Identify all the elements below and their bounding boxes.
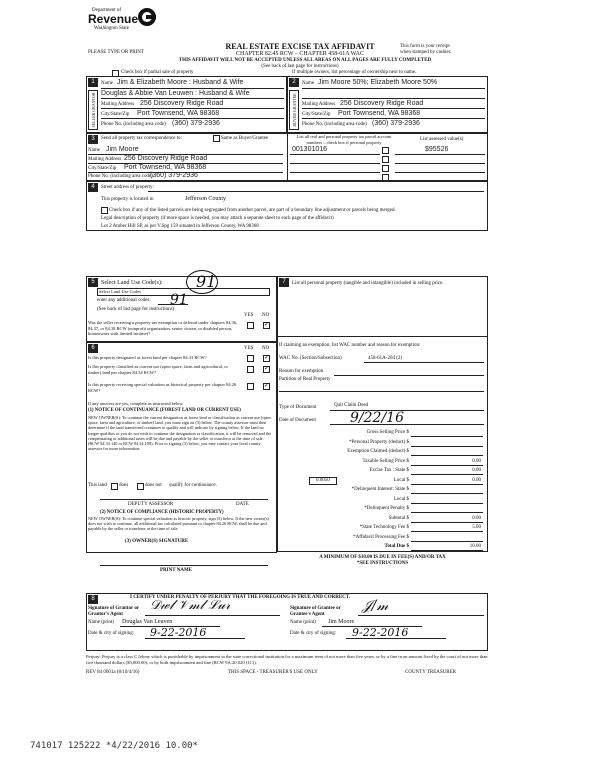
parcel-1-personal-checkbox[interactable] xyxy=(382,147,389,154)
tax-row-label: *Delinquent Penalty $ xyxy=(364,506,409,511)
partial-sale-label: Check box if partial sale of property xyxy=(121,70,194,75)
land-use-see-back: (See back of last page for instructions) xyxy=(97,307,175,312)
buyer-side-tab xyxy=(289,90,299,130)
forest-yes-checkbox[interactable] xyxy=(247,355,254,362)
reason-line-2 xyxy=(279,391,484,392)
qualify-label: qualify for continuance. xyxy=(169,483,217,488)
tax-row-line xyxy=(411,522,483,523)
exemption-claim-label: If claiming an exemption, list WAC number and reason for exemption: xyxy=(279,343,421,348)
doc-type[interactable]: Quit Claim Deed xyxy=(334,403,369,408)
buyer-phone[interactable]: (360) 379-2936 xyxy=(372,120,420,127)
tax-row-line xyxy=(411,493,483,494)
print-name-line xyxy=(100,565,268,566)
print-name-label: PRINT NAME xyxy=(160,568,192,573)
multiple-owners-note: If multiple owners, list percentage of ownership next to name. xyxy=(292,70,417,75)
parcel-3-personal-checkbox[interactable] xyxy=(382,165,389,172)
county-name[interactable]: Jefferson County xyxy=(185,196,227,202)
section-3-number: 3 xyxy=(88,135,98,144)
please-type: PLEASE TYPE OR PRINT xyxy=(88,50,144,55)
does-not-label: does not xyxy=(145,483,162,488)
parcel-line-3 xyxy=(290,172,380,173)
form-chapter: CHAPTER 82.45 RCW – CHAPTER 458-61A WAC xyxy=(236,51,364,57)
seller-phone[interactable]: (360) 379-2936 xyxy=(172,120,220,127)
tax-row-line xyxy=(411,503,483,504)
grantor-sig-line xyxy=(145,615,280,616)
tax-row-line xyxy=(411,474,483,475)
grantee-date[interactable]: 9-22-2016 xyxy=(352,626,409,639)
wac-number[interactable]: 458-61A-204 (2) xyxy=(368,356,403,361)
deputy-date-label: DATE xyxy=(236,502,249,507)
doc-date-label: Date of Document xyxy=(279,418,316,423)
see-instructions-note: *SEE INSTRUCTIONS xyxy=(356,561,409,566)
grantee-date-label: Date & city of signing: xyxy=(290,631,337,636)
seller-side-label: SELLER GRANTOR xyxy=(91,92,96,128)
seller-city-line xyxy=(101,118,284,119)
seller-name-1[interactable]: Jim & Elizabeth Moore : Husband & Wife xyxy=(117,79,244,86)
segregated-label: Check box if any of the listed parcels are being segregated from another parcel, are part of a boundary line adjustment or parcels being merged. xyxy=(109,208,396,213)
tax-row-label: *State Technology Fee $ xyxy=(359,525,409,530)
tax-row-label: *Personal Property (deduct) $ xyxy=(349,439,409,445)
tax-row-line xyxy=(411,465,483,466)
treasurer-space: THIS SPACE - TREASURER'S USE ONLY xyxy=(228,670,318,675)
parcel-line-2 xyxy=(290,163,380,164)
form-see-back: (See back of last page for instructions) xyxy=(261,64,339,69)
sec6-yes-header: YES xyxy=(244,346,254,351)
tax-row-label: Subtotal $ xyxy=(388,515,409,521)
tax-row-label: Excise Tax : State $ xyxy=(369,468,409,473)
seller-name-label: Name xyxy=(101,81,113,86)
reason-line xyxy=(334,375,484,376)
parcel-2-personal-checkbox[interactable] xyxy=(382,156,389,163)
receipt-note-2: when stamped by cashier. xyxy=(400,50,452,55)
buyer-name2-line xyxy=(302,98,485,99)
buyer-name-label: Name xyxy=(302,81,314,86)
tax-row-value[interactable]: 0.00 xyxy=(472,477,481,483)
doc-date[interactable]: 9/22/16 xyxy=(350,410,404,426)
wac-label: WAC No. (Section/Subsection) xyxy=(279,356,342,361)
county-treasurer: COUNTY TREASURER xyxy=(405,670,456,675)
tax-row-value[interactable]: 0.00 xyxy=(472,468,481,473)
tax-row-line xyxy=(411,541,483,542)
tax-row-line xyxy=(411,484,483,485)
tax-row-label: *Delinquent Interest: State $ xyxy=(351,487,409,492)
grantor-date-line xyxy=(145,638,245,639)
sec3-mailing[interactable]: 256 Discovery Ridge Road xyxy=(124,155,208,162)
section-5-number: 5 xyxy=(88,278,98,287)
seller-mailing-label: Mailing Address xyxy=(101,102,135,107)
seller-city[interactable]: Port Townsend, WA 98368 xyxy=(137,110,220,117)
logo-swoosh-icon xyxy=(138,8,156,26)
does-label: does xyxy=(119,483,129,488)
cashier-stamp: 741017 125222 *4/22/2016 10.00* xyxy=(30,741,198,751)
buyer-name-1[interactable]: Jim Moore 50%; Elizabeth Moore 50% xyxy=(318,79,438,86)
current-use-no-checkbox[interactable]: ✓ xyxy=(264,366,270,372)
tax-row-label: Exemption Claimed (deduct) $ xyxy=(347,449,409,454)
wac-line xyxy=(364,362,484,363)
form-title: REAL ESTATE EXCISE TAX AFFIDAVIT xyxy=(225,42,375,51)
sec5-no-header: NO xyxy=(262,313,270,318)
tax-row-line xyxy=(411,550,483,551)
grantee-name-label: Name (print) xyxy=(290,620,316,625)
current-use-yes-checkbox[interactable] xyxy=(247,366,254,373)
grantee-sig-line xyxy=(358,615,484,616)
tax-row-line xyxy=(411,512,483,513)
seller-name-2[interactable]: Douglas & Abbie Van Leuwen : Husband & Wife xyxy=(101,90,250,97)
owner-signature-label: (3) OWNER(S) SIGNATURE xyxy=(125,539,189,544)
does-not-checkbox[interactable] xyxy=(137,483,144,490)
tax-row-value[interactable]: 5.00 xyxy=(472,525,481,530)
tax-row-line xyxy=(411,531,483,532)
section-7-number: 7 xyxy=(279,278,289,287)
legal-description[interactable]: Lot 2 Amber Hill SP, as per V.Spg 159 situated in Jefferson County, WA 98368 xyxy=(101,224,259,229)
located-in-label: This property is located in xyxy=(101,197,154,202)
forest-land-question: Is this property designated as forest land per chapter 84.33 RCW? xyxy=(88,355,207,360)
assessed-line-2 xyxy=(395,163,485,164)
additional-codes[interactable]: 91 xyxy=(170,292,188,308)
historic-no-checkbox[interactable]: ✓ xyxy=(264,383,270,389)
grantee-date-line xyxy=(346,638,446,639)
sec5-no-checkbox[interactable]: ✓ xyxy=(264,322,270,328)
form-revision: REV 84 0001a (8/10/4/16) xyxy=(86,670,140,675)
sec7-divider xyxy=(277,336,488,337)
parcel-number[interactable]: 001301016 xyxy=(292,146,328,153)
does-checkbox[interactable] xyxy=(111,483,118,490)
seller-mailing-line xyxy=(101,108,284,109)
sec3-name[interactable]: Jim Moore xyxy=(106,146,139,153)
segregated-checkbox[interactable] xyxy=(101,207,108,214)
receipt-note-1: This form is your receipt xyxy=(400,44,450,49)
dept-line2: Revenue xyxy=(88,12,139,26)
tax-row-value[interactable]: 0.00 xyxy=(472,515,481,521)
buyer-phone-label: Phone No. (including area code) xyxy=(302,122,367,127)
buyer-city-line xyxy=(302,118,485,119)
sec6-no-header: NO xyxy=(262,346,270,351)
compliance-text: NEW OWNER(S): To continue special valuation as historic property, sign (3) below. If the new owner(s) does not wish to continue, all additional tax calculated pursuant to chapter 84.26 RCW, shall be due and payable by the seller or transferor at the time of sale. xyxy=(88,516,269,532)
this-land-label: This land xyxy=(88,483,107,488)
land-use-handwritten: 91 xyxy=(196,272,217,291)
tax-table xyxy=(279,430,484,560)
local-rate-box[interactable]: 0.0050 xyxy=(309,477,337,485)
section-2-number: 2 xyxy=(289,78,299,87)
assessed-line-3 xyxy=(395,172,485,173)
sec3-phone[interactable]: (360) 379-2936 xyxy=(150,172,198,179)
section-8-number: 8 xyxy=(88,595,98,604)
tax-row-line xyxy=(411,436,483,437)
if-yes-note: If any answers are yes, complete as instructed below. xyxy=(88,401,184,406)
assessed-value[interactable]: $95526 xyxy=(425,146,449,153)
seller-mailing[interactable]: 256 Discovery Ridge Road xyxy=(140,100,224,107)
minimum-due-note: A MINIMUM OF $10.00 IS DUE IN FEE(S) AND/OR TAX xyxy=(319,555,446,560)
seller-side-tab xyxy=(88,90,98,130)
doc-type-label: Type of Document xyxy=(279,405,317,410)
grantor-signature[interactable]: 𝒟𝓌𝓁 𝒱𝓂𝓁 ℒ𝓊𝓇 xyxy=(150,598,231,613)
dor-logo xyxy=(88,8,168,42)
deputy-line xyxy=(100,499,268,500)
tax-exemption-question: Was the seller receiving a property tax exemption or deferral under chapters 84.36, 84.37, or 84.38 RCW (nonprofit organization, senior citizen, or disabled person, homeowner with limited income)? xyxy=(88,320,238,336)
dept-line1: Department of xyxy=(92,8,122,13)
sec3-city-label: City/State/Zip xyxy=(88,166,117,171)
deputy-assessor-label: DEPUTY ASSESSOR xyxy=(128,502,174,507)
sec5-yes-checkbox[interactable] xyxy=(247,322,254,329)
grantor-date-label: Date & city of signing: xyxy=(88,631,135,636)
seller-name2-line xyxy=(101,98,284,99)
tax-row-label: Total Due $ xyxy=(384,544,409,549)
grantee-name[interactable]: Jim Moore xyxy=(328,619,355,625)
parcel-4-personal-checkbox[interactable] xyxy=(382,174,389,181)
continuance-title: (1) NOTICE OF CONTINUANCE (FOREST LAND OR CURRENT USE) xyxy=(88,408,241,413)
grantor-name-label: Name (print) xyxy=(88,620,114,625)
additional-codes-line xyxy=(158,304,188,305)
section-6-number: 6 xyxy=(88,344,98,353)
grantor-sig-label: Signature of Grantor or Grantor's Agent xyxy=(88,606,139,617)
seller-name-line xyxy=(101,88,284,89)
land-use-label: Select Land Use Code(s): xyxy=(101,280,163,286)
additional-codes-label: enter any additional codes: xyxy=(97,298,151,303)
grantor-name[interactable]: Douglas Van Leuven xyxy=(122,619,173,625)
parcel-line-1 xyxy=(290,154,380,155)
buyer-mailing[interactable]: 256 Discovery Ridge Road xyxy=(340,100,424,107)
sec3-phone-label: Phone No. (including area code) xyxy=(88,174,153,179)
buyer-city[interactable]: Port Townsend, WA 98368 xyxy=(338,110,421,117)
tax-row-label: Gross Selling Price $ xyxy=(366,430,409,435)
perjury-notice: Perjury: Perjury is a class C felony which is punishable by imprisonment in the state correctional institution for a maximum term of not more than five years, or by a fine in an amount fixed by the court of not more than five thousand dollars ($5,000.00), or by both imprisonment and fine (RCW 9A.20.020 (1C)). xyxy=(86,654,488,665)
buyer-name-line xyxy=(302,88,485,89)
seller-city-label: City/State/Zip xyxy=(101,112,130,117)
land-use-circle-mark xyxy=(186,270,218,294)
tax-row-value[interactable]: 10.00 xyxy=(469,544,481,549)
tax-row-value[interactable]: 0.00 xyxy=(472,458,481,464)
historic-yes-checkbox[interactable] xyxy=(247,383,254,390)
parcel-list-label: List all real and personal property tax parcel account numbers – check box if personal property xyxy=(296,134,392,145)
doc-date-line xyxy=(330,424,484,425)
exemption-reason[interactable]: Partition of Real Property xyxy=(279,377,331,382)
buyer-city-label: City/State/Zip xyxy=(302,112,331,117)
buyer-mailing-line xyxy=(302,108,485,109)
sec5-yes-header: YES xyxy=(244,313,254,318)
same-as-buyer-label: Same as Buyer/Grantee xyxy=(221,136,269,141)
buyer-side-label: BUYER GRANTEE xyxy=(292,93,297,127)
send-correspondence-label: Send all property tax correspondence to: xyxy=(101,136,182,141)
legal-label: Legal description of property (if more space is needed, you may attach a separate sheet to each page of the affidavit) xyxy=(101,216,334,221)
tax-row-label: Local $ xyxy=(393,496,409,502)
tax-row-label: Local $ xyxy=(393,477,409,483)
section-1-number: 1 xyxy=(88,78,98,87)
seller-phone-label: Phone No. (including area code) xyxy=(101,122,166,127)
street-line xyxy=(148,191,484,192)
current-use-question: Is this property classified as current use (open space, farm and agricultural, or timber) land per chapter 84.34 RCW? xyxy=(88,364,228,375)
tax-row-line xyxy=(411,446,483,447)
section-4-number: 4 xyxy=(88,183,98,192)
grantor-date[interactable]: 9-22-2016 xyxy=(150,626,207,639)
sec3-city[interactable]: Port Townsend, WA 98368 xyxy=(124,164,207,171)
same-as-buyer-checkbox[interactable] xyxy=(213,135,220,142)
historic-question: Is this property receiving special valuation as historical property per chapter 84.26 RCW? xyxy=(88,382,237,393)
tax-row-label: *Affidavit Processing Fee $ xyxy=(353,534,409,540)
forest-no-checkbox[interactable]: ✓ xyxy=(264,355,270,361)
reason-label: Reason for exemption xyxy=(279,369,324,374)
compliance-title: (2) NOTICE OF COMPLIANCE (HISTORIC PROPERTY) xyxy=(100,510,224,515)
street-address-label: Street address of property: xyxy=(101,185,154,190)
sec3-mailing-label: Mailing Address xyxy=(88,157,122,162)
form-notice: THIS AFFIDAVIT WILL NOT BE ACCEPTED UNLESS ALL AREAS ON ALL PAGES ARE FULLY COMPLETED xyxy=(178,58,432,63)
dept-line3: Washington State xyxy=(94,26,130,31)
continuance-text: NEW OWNER(S): To continue the current designation as forest land or classification as current use (open space, farm and agriculture, or timber) land, you must sign on (3) below. The county assessor must then determine if the land transferred continues to qualify and will indicate by signing below. If the land no longer qualifies or you do not wish to continue the designation or classification, it will be removed and the compensating or additional taxes will be due and payable by the seller or transferor at the time of sale. (RCW 84.33.140 or RCW 84.34.108). Prior to signing (3) below, you may contact your local county assessor for more information. xyxy=(88,415,272,452)
tax-row-label: Taxable Selling Price $ xyxy=(362,458,409,464)
sec3-divider xyxy=(287,133,288,181)
certify-statement: I CERTIFY UNDER PENALTY OF PERJURY THAT THE FOREGOING IS TRUE AND CORRECT. xyxy=(130,595,351,600)
assessed-label: List assessed value(s) xyxy=(420,137,464,142)
personal-property-label: List all personal property (tangible and intangible) included in selling price. xyxy=(292,281,444,286)
grantee-signature[interactable]: 𝒥/𝓂 xyxy=(362,598,389,614)
assessed-line-1 xyxy=(395,154,485,155)
sec3-name-label: Name xyxy=(88,148,100,153)
grantee-sig-label: Signature of Grantee or Grantee's Agent xyxy=(290,606,341,617)
tax-row-line xyxy=(411,455,483,456)
land-use-dropdown[interactable]: Select Land Use Codes xyxy=(97,288,270,296)
buyer-mailing-label: Mailing Address xyxy=(302,102,336,107)
